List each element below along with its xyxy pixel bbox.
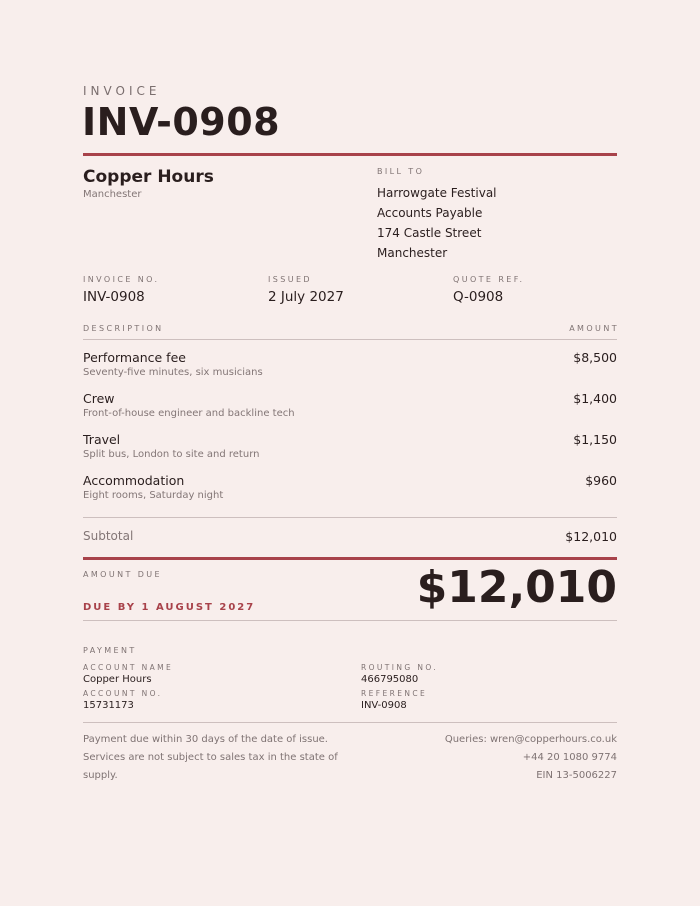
header-divider: [83, 153, 617, 156]
due-date: DUE BY 1 AUGUST 2027: [83, 602, 256, 613]
line-item-title: Accommodation: [83, 473, 185, 488]
amount-due-bottom-divider: [83, 620, 617, 621]
payment-terms: Payment due within 30 days of the date of issue. Services are not subject to sales tax in the state of supply.: [83, 734, 338, 781]
line-item-amount: $8,500: [573, 350, 617, 365]
subtotal-label: Subtotal: [83, 529, 134, 543]
line-item-description: Eight rooms, Saturday night: [83, 490, 224, 501]
line-items: [83, 350, 617, 514]
bill-to-block: [377, 167, 497, 263]
account-name-value: Copper Hours: [83, 674, 152, 685]
line-item-description: Front-of-house engineer and backline tech: [83, 408, 295, 419]
line-item-description: Split bus, London to site and return: [83, 449, 260, 460]
account-number-block: [83, 689, 162, 711]
invoice-number-label: INVOICE NO.: [83, 275, 160, 284]
line-item-title: Travel: [83, 432, 121, 447]
vendor-city: Manchester: [83, 189, 142, 200]
subtotal-divider: [83, 517, 617, 518]
subtotal-value: $12,010: [565, 529, 617, 544]
vendor-name: Copper Hours: [83, 167, 214, 187]
bill-to-line: Accounts Payable: [377, 206, 483, 220]
description-column-header: DESCRIPTION: [83, 324, 164, 333]
account-name-block: [83, 663, 173, 685]
line-item-amount: $1,400: [573, 391, 617, 406]
tax-id: EIN 13-5006227: [536, 770, 617, 781]
bill-to-line: Harrowgate Festival: [377, 186, 497, 200]
document-type-label: INVOICE: [83, 84, 161, 98]
line-item-title: Crew: [83, 391, 115, 406]
quote-ref-label: QUOTE REF.: [453, 275, 525, 284]
contact-details: [445, 731, 617, 785]
amount-due-label: AMOUNT DUE: [83, 570, 163, 579]
amount-due-divider: [83, 557, 617, 560]
line-item: [83, 473, 617, 514]
reference-value: INV-0908: [361, 700, 407, 711]
amount-column-header: AMOUNT: [569, 324, 619, 333]
line-item-description: Seventy-five minutes, six musicians: [83, 367, 263, 378]
contact-email: Queries: wren@copperhours.co.uk: [444, 734, 617, 745]
account-number-label: ACCOUNT NO.: [83, 689, 163, 698]
issued-block: [268, 275, 344, 305]
footer-divider: [83, 722, 617, 723]
bill-to-line: Manchester: [377, 246, 448, 260]
line-item: [83, 350, 617, 391]
bill-to-label: BILL TO: [377, 167, 425, 176]
reference-label: REFERENCE: [361, 689, 428, 698]
bill-to-line: 174 Castle Street: [377, 226, 482, 240]
account-name-label: ACCOUNT NAME: [83, 663, 174, 672]
quote-ref-block: [453, 275, 524, 305]
line-item-amount: $960: [585, 473, 617, 488]
line-item: [83, 432, 617, 473]
routing-block: [361, 663, 438, 685]
line-item-amount: $1,150: [573, 432, 617, 447]
line-item-title: Performance fee: [83, 350, 186, 365]
table-header-divider: [83, 339, 617, 340]
line-item: [83, 391, 617, 432]
quote-ref-value: Q-0908: [453, 289, 504, 305]
invoice-number-value: INV-0908: [83, 289, 145, 305]
amount-due-value: $12,010: [416, 562, 617, 613]
account-number-value: 15731173: [83, 700, 134, 711]
routing-value: 466795080: [361, 674, 419, 685]
issued-value: 2 July 2027: [268, 289, 344, 305]
invoice-title: INV-0908: [82, 100, 281, 144]
contact-phone: +44 20 1080 9774: [522, 752, 617, 763]
routing-label: ROUTING NO.: [361, 663, 439, 672]
invoice-number-block: [83, 275, 159, 305]
reference-block: [361, 689, 427, 711]
payment-label: PAYMENT: [83, 646, 137, 655]
issued-label: ISSUED: [268, 275, 312, 284]
